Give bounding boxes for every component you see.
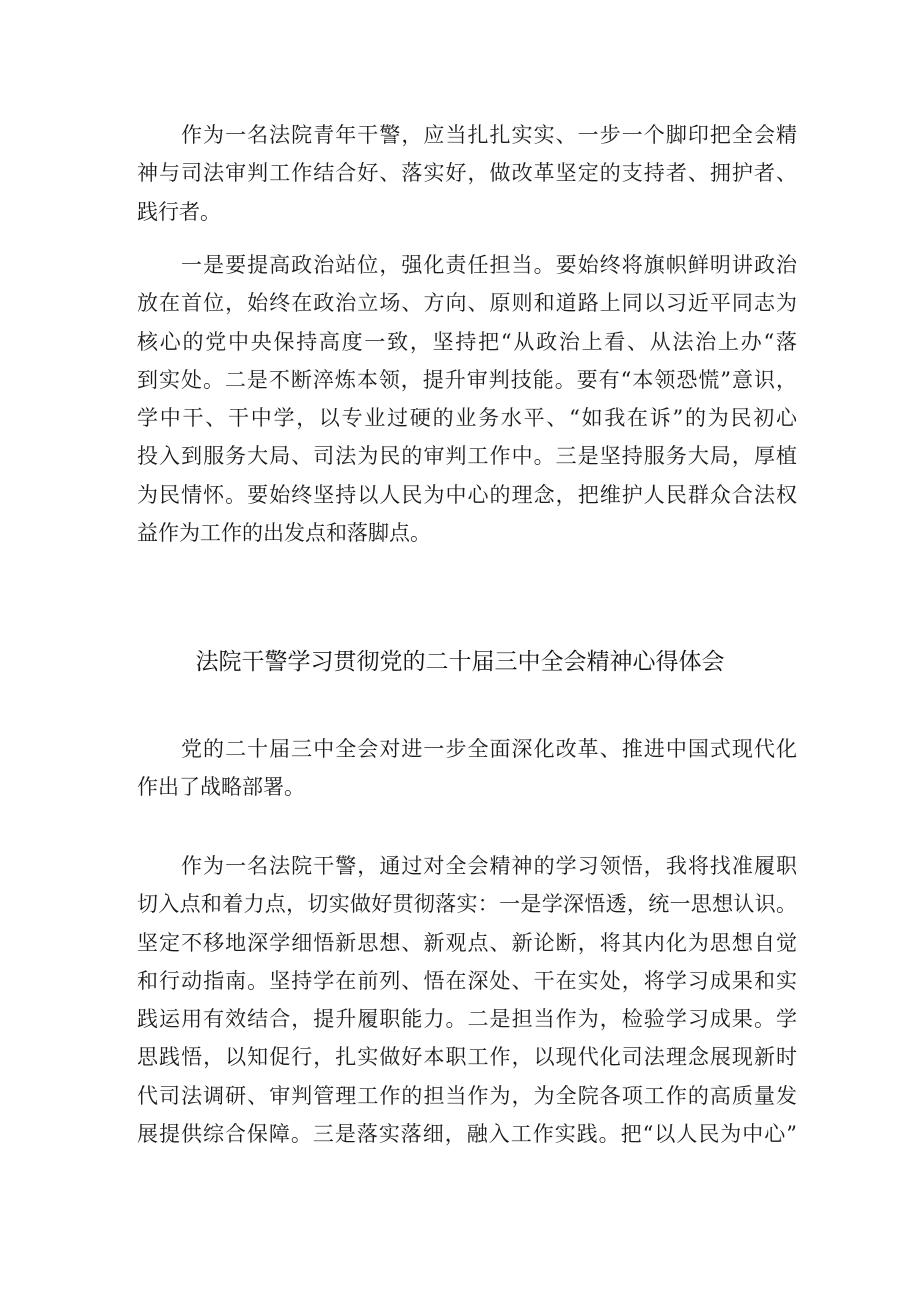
paragraph-line: 核心的党中央保持高度一致，坚持把“从政治上看、从法治上办“落 — [137, 329, 797, 354]
paragraph-1 — [137, 116, 797, 231]
paragraph-line: 益作为工作的出发点和落脚点。 — [137, 521, 431, 546]
paragraph-line: 神与司法审判工作结合好、落实好，做改革坚定的支持者、拥护者、 — [137, 161, 797, 186]
paragraph-4 — [137, 847, 797, 1153]
paragraph-line: 作出了战略部署。 — [137, 775, 305, 800]
paragraph-line: 坚定不移地深学细悟新思想、新观点、新论断，将其内化为思想自觉 — [137, 930, 797, 955]
paragraph-line: 代司法调研、审判管理工作的担当作为，为全院各项工作的高质量发 — [137, 1083, 797, 1108]
paragraph-line: 为民情怀。要始终坚持以人民为中心的理念，把维护人民群众合法权 — [137, 482, 797, 507]
paragraph-line: 思践悟，以知促行，扎实做好本职工作，以现代化司法理念展现新时 — [137, 1045, 797, 1070]
paragraph-line: 和行动指南。坚持学在前列、悟在深处、干在实处，将学习成果和实 — [137, 968, 797, 993]
section-heading: 法院干警学习贯彻党的二十届三中全会精神心得体会 — [195, 649, 725, 675]
paragraph-line: 展提供综合保障。三是落实落细，融入工作实践。把“以人民为中心” — [137, 1122, 797, 1147]
paragraph-line: 投入到服务大局、司法为民的审判工作中。三是坚持服务大局，厚植 — [137, 444, 797, 469]
paragraph-line: 作为一名法院青年干警，应当扎扎实实、一步一个脚印把全会精 — [181, 123, 797, 147]
paragraph-line: 学中干、干中学，以专业过硬的业务水平、“如我在诉”的为民初心 — [137, 406, 797, 431]
paragraph-line: 到实处。二是不断淬炼本领，提升审判技能。要有“本领恐慌”意识， — [137, 367, 797, 392]
paragraph-line: 一是要提高政治站位，强化责任担当。要始终将旗帜鲜明讲政治 — [181, 253, 797, 277]
paragraph-line: 践行者。 — [137, 199, 221, 224]
paragraph-3 — [137, 730, 797, 807]
paragraph-line: 切入点和着力点，切实做好贯彻落实：一是学深悟透，统一思想认识。 — [137, 892, 797, 917]
paragraph-line: 党的二十届三中全会对进一步全面深化改革、推进中国式现代化 — [181, 737, 797, 761]
paragraph-line: 践运用有效结合，提升履职能力。二是担当作为，检验学习成果。学 — [137, 1007, 797, 1032]
paragraph-line: 作为一名法院干警，通过对全会精神的学习领悟，我将找准履职 — [181, 854, 797, 878]
paragraph-line: 放在首位，始终在政治立场、方向、原则和道路上同以习近平同志为 — [137, 291, 797, 316]
paragraph-2 — [137, 246, 797, 552]
